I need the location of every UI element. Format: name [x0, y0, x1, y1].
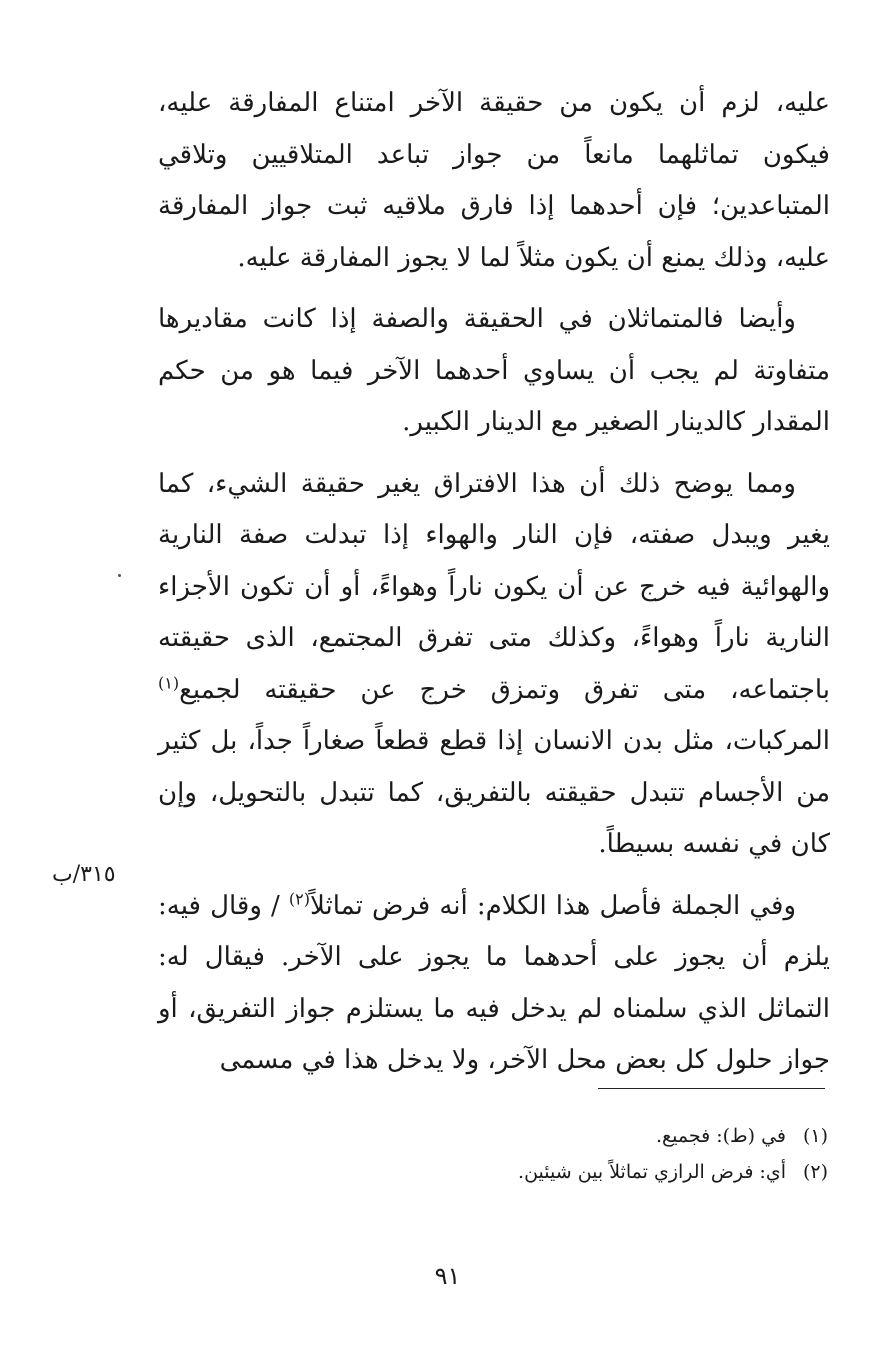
footnote-2-text: أي: فرض الرازي تماثلاً بين شيئين. — [518, 1161, 786, 1183]
footnote-2 — [300, 1154, 828, 1190]
footnote-1-number: (١) — [802, 1125, 828, 1147]
page-number: ٩١ — [434, 1262, 461, 1290]
footnote-ref-1: (١) — [158, 672, 180, 692]
paragraph-4 — [158, 881, 830, 1087]
footnote-separator — [598, 1088, 825, 1089]
footnote-1-text: في (ط): فجميع. — [655, 1125, 786, 1147]
print-speck — [118, 574, 121, 577]
manuscript-folio-note: ٣١٥/ب — [52, 862, 116, 887]
paragraph-3-text-a: ومما يوضح ذلك أن هذا الافتراق يغير حقيقة الشيء، كما يغير ويبدل صفته، فإن النار والهواء إذا تبدلت صفة النارية والهوائية فيه خرج عن أن يكون ناراً وهواءً، أو أن تكون الأجزاء النارية ناراً وهواءً، وكذلك متى تفرق المجتمع، الذى حقيقته باجتماعه، متى تفرق وتمزق خرج عن حقيقته لجميع — [158, 468, 830, 705]
paragraph-4-text-a: وفي الجملة فأصل هذا الكلام: أنه فرض تماثلاً — [309, 890, 796, 921]
paragraph-4-text-b: / وقال فيه: يلزم أن يجوز على أحدهما ما يجوز على الآخر. فيقال له: التماثل الذي سلمناه لم يدخل فيه ما يستلزم جواز التفريق، أو جواز حلول كل بعض محل الآخر، ولا يدخل هذا في مسمى — [158, 890, 830, 1075]
paragraph-3 — [158, 459, 830, 871]
paragraph-1: عليه، لزم أن يكون من حقيقة الآخر امتناع المفارقة عليه، فيكون تماثلهما مانعاً من جواز تباعد المتلاقيين وتلاقي المتباعدين؛ فإن أحدهما إذا فارق ملاقيه ثبت جواز المفارقة عليه، وذلك يمنع أن يكون مثلاً لما لا يجوز المفارقة عليه. — [158, 88, 830, 273]
main-text — [158, 78, 830, 1087]
paragraph-2: وأيضا فالمتماثلان في الحقيقة والصفة إذا كانت مقاديرها متفاوتة لم يجب أن يساوي أحدهما الآخر فيما هو من حكم المقدار كالدينار الصغير مع الدينار الكبير. — [158, 304, 830, 437]
footnotes — [300, 1118, 828, 1190]
footnote-1 — [300, 1118, 828, 1154]
paragraph-3-text-b: المركبات، مثل بدن الانسان إذا قطع قطعاً صغاراً جداً، بل كثير من الأجسام تتبدل حقيقته بالتفريق، كما تتبدل بالتحويل، وإن كان في نفسه بسيطاً. — [158, 726, 830, 859]
footnote-ref-2: (٢) — [288, 888, 310, 908]
footnote-2-number: (٢) — [802, 1161, 828, 1183]
